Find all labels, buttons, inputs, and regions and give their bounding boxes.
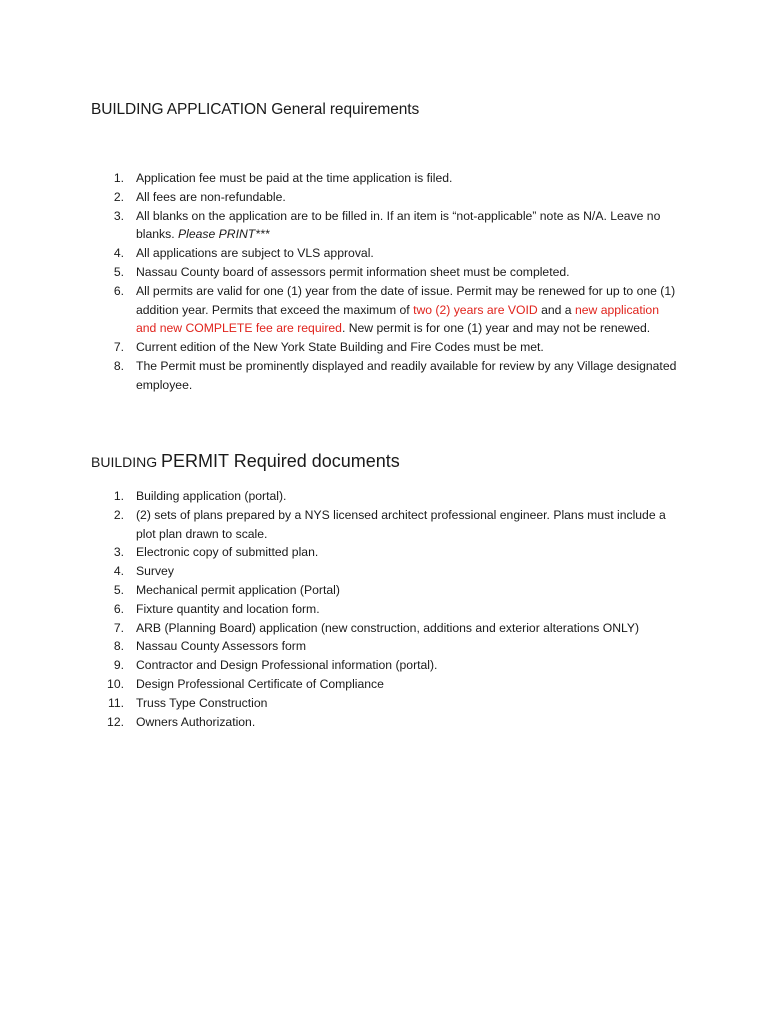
list-item: 4. Survey [113, 564, 174, 579]
list-item: 4. All applications are subject to VLS approval. [113, 246, 374, 261]
new-fee-warning: new application and new COMPLETE fee are required [136, 302, 659, 336]
general-requirements-list [0, 169, 681, 395]
list-item: 9. Contractor and Design Professional information (portal). [113, 658, 438, 673]
list-item: 6. Fixture quantity and location form. [113, 601, 320, 616]
list-item: 8. Nassau County Assessors form [113, 639, 307, 654]
list-item: 8. The Permit must be prominently displayed and readily available for review by any Village designated employee. [113, 358, 677, 392]
required-documents-list [0, 487, 681, 731]
void-warning: two (2) years are VOID [413, 302, 538, 317]
list-item: 12. Owners Authorization. [107, 714, 256, 729]
section-1-title: BUILDING APPLICATION General requirements [91, 101, 420, 118]
list-item: 3. All blanks on the application are to be filled in. If an item is “not-applicable” note as N/A. Leave no blanks. Please PRINT*** [113, 208, 661, 242]
section-2-title-main: PERMIT Required documents [161, 451, 400, 471]
list-item: 6. All permits are valid for one (1) year from the date of issue. Permit may be renewed for up to one (1) addition year. Permits that exceed the maximum of two (2) years are VOID and a new application and new COMPLETE fee are required. New permit is for one (1) year and may not be renewed. [113, 283, 676, 336]
section-2-title [91, 451, 400, 472]
list-item: 1. Application fee must be paid at the time application is filed. [113, 171, 453, 185]
list-item: 3. Electronic copy of submitted plan. [113, 545, 319, 560]
list-item: 2. All fees are non-refundable. [113, 189, 286, 204]
list-item: 11. Truss Type Construction [107, 695, 268, 710]
list-item: 5. Mechanical permit application (Portal) [113, 582, 340, 597]
list-item: 1. Building application (portal). [113, 489, 287, 503]
list-item: 2. (2) sets of plans prepared by a NYS licensed architect professional engineer. Plans must include a plot plan drawn to scale. [113, 507, 666, 541]
list-item: 7. Current edition of the New York State Building and Fire Codes must be met. [113, 340, 544, 355]
list-item: 5. Nassau County board of assessors permit information sheet must be completed. [113, 264, 570, 279]
section-2-title-prefix: BUILDING [91, 454, 158, 470]
list-item: 7. ARB (Planning Board) application (new construction, additions and exterior alterations ONLY) [113, 620, 640, 635]
print-note: Please PRINT*** [178, 227, 270, 242]
list-item: 10. Design Professional Certificate of Compliance [107, 676, 384, 691]
